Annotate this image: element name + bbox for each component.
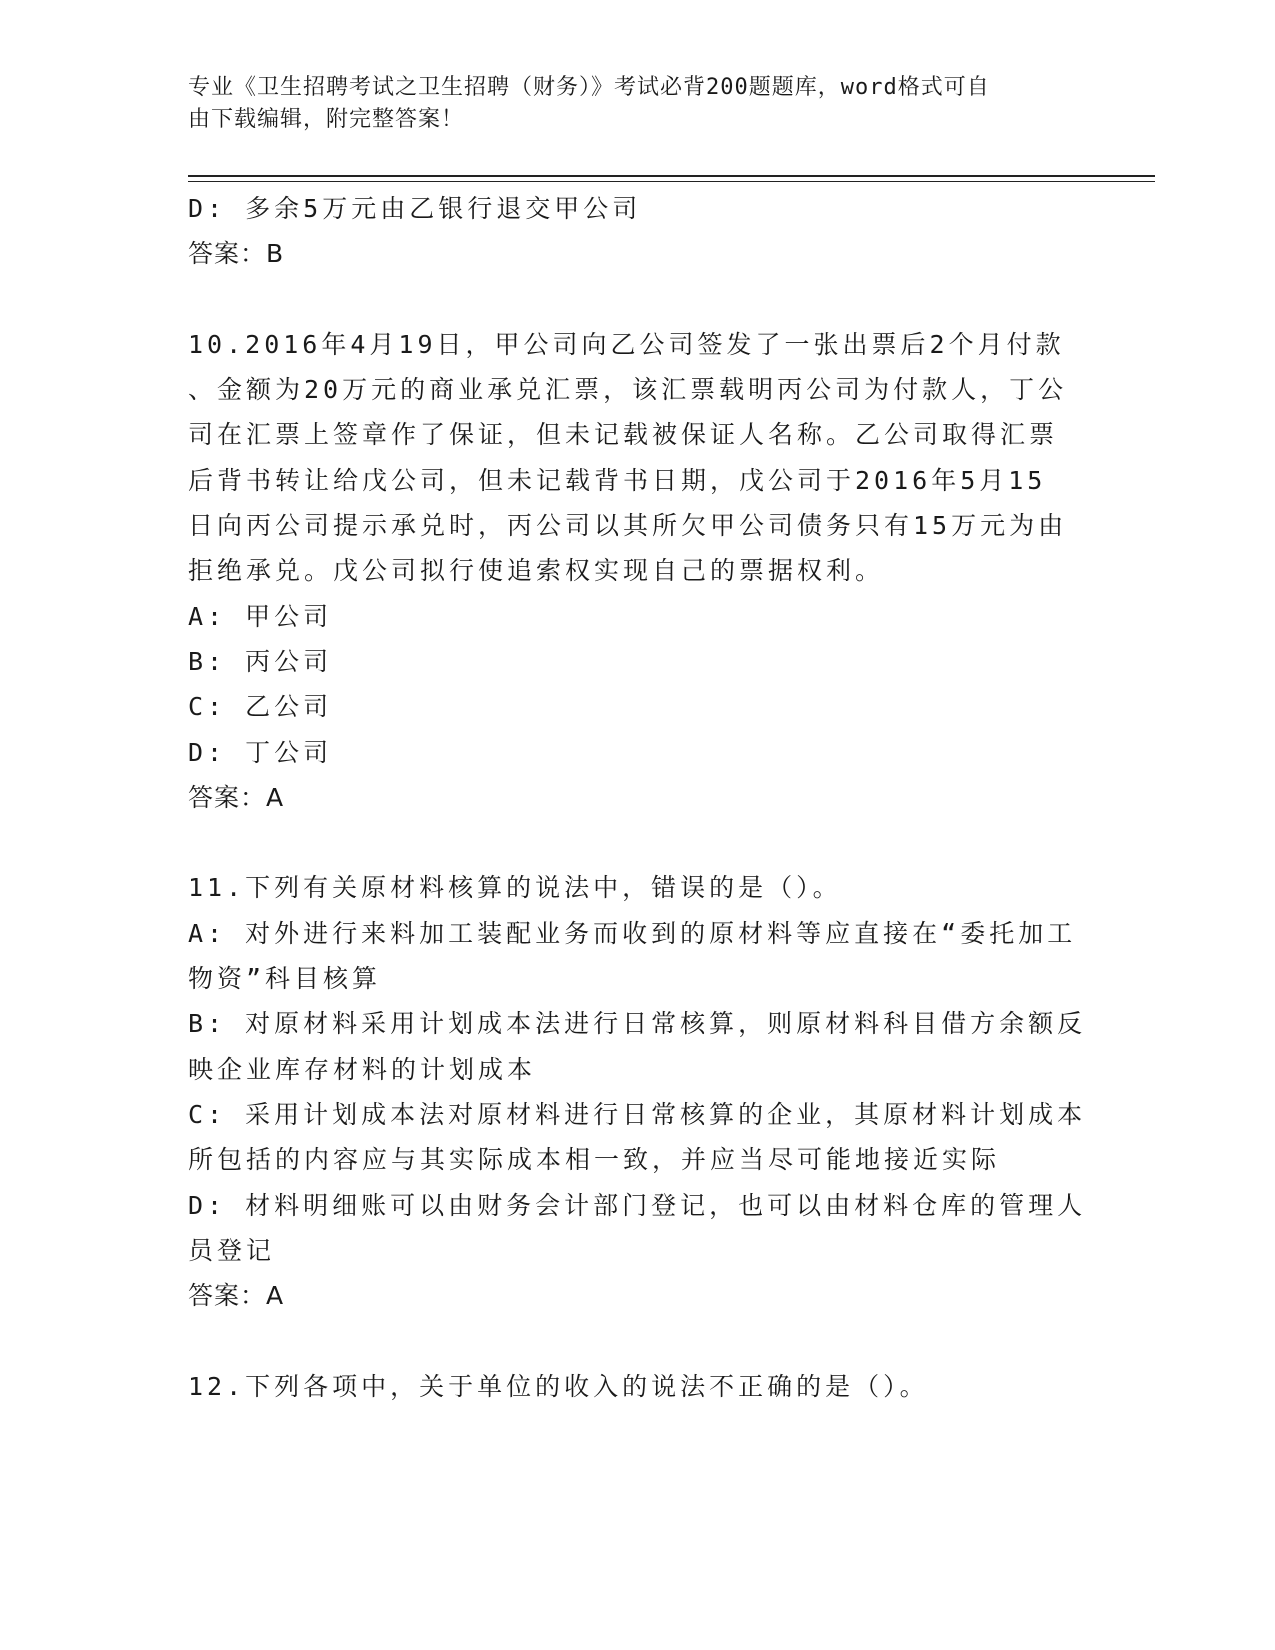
- option-b: B: 丙公司: [188, 646, 333, 676]
- option-b-line: B: 对原材料采用计划成本法进行日常核算，则原材料科目借方余额反: [188, 1009, 1087, 1039]
- option-a: A: 甲公司: [188, 601, 333, 631]
- option-d-line: D: 材料明细账可以由财务会计部门登记，也可以由材料仓库的管理人: [188, 1190, 1087, 1220]
- question-stem-line: 后背书转让给戊公司，但未记载背书日期，戊公司于2016年5月15: [188, 465, 1047, 495]
- header-divider-thick: [188, 175, 1155, 177]
- document-header: [188, 72, 1068, 136]
- option-a-line: A: 对外进行来料加工装配业务而收到的原材料等应直接在“委托加工: [188, 918, 1077, 948]
- document-body: [188, 186, 1087, 1409]
- option-b-line: 映企业库存材料的计划成本: [188, 1054, 537, 1084]
- question-stem-line: 拒绝承兑。戊公司拟行使追索权实现自己的票据权利。: [188, 556, 885, 586]
- header-line: 专业《卫生招聘考试之卫生招聘（财务）》考试必背200题题库，word格式可自: [188, 75, 990, 100]
- prev-question-option-d: D: 多余5万元由乙银行退交甲公司: [188, 194, 642, 223]
- question-stem-line: 10.2016年4月19日，甲公司向乙公司签发了一张出票后2个月付款: [188, 329, 1065, 359]
- spacer: [188, 277, 1068, 322]
- question-stem-line: 12.下列各项中，关于单位的收入的说法不正确的是（）。: [188, 1371, 929, 1401]
- question-10: [188, 322, 1068, 820]
- prev-question-answer: 答案：B: [188, 239, 285, 269]
- option-c: C: 乙公司: [188, 692, 333, 722]
- question-12: [188, 1364, 1068, 1409]
- question-stem-line: 司在汇票上签章作了保证，但未记载被保证人名称。乙公司取得汇票: [188, 420, 1059, 450]
- question-11: [188, 865, 1087, 1318]
- spacer: [188, 1318, 1068, 1363]
- option-d: D: 丁公司: [188, 737, 333, 767]
- option-a-line: 物资”科目核算: [188, 964, 382, 994]
- option-d-line: 员登记: [188, 1235, 276, 1265]
- header-line: 由下载编辑，附完整答案！: [188, 107, 465, 132]
- spacer: [188, 820, 1068, 865]
- question-answer: 答案：A: [188, 1281, 285, 1311]
- question-stem-line: 11.下列有关原材料核算的说法中，错误的是（）。: [188, 873, 842, 903]
- question-answer: 答案：A: [188, 782, 285, 812]
- option-c-line: C: 采用计划成本法对原材料进行日常核算的企业，其原材料计划成本: [188, 1099, 1087, 1129]
- question-stem-line: 日向丙公司提示承兑时，丙公司以其所欠甲公司债务只有15万元为由: [188, 511, 1068, 541]
- option-c-line: 所包括的内容应与其实际成本相一致，并应当尽可能地接近实际: [188, 1145, 1001, 1175]
- question-stem-line: 、金额为20万元的商业承兑汇票，该汇票载明丙公司为付款人，丁公: [188, 375, 1068, 405]
- header-divider-thin: [188, 181, 1155, 182]
